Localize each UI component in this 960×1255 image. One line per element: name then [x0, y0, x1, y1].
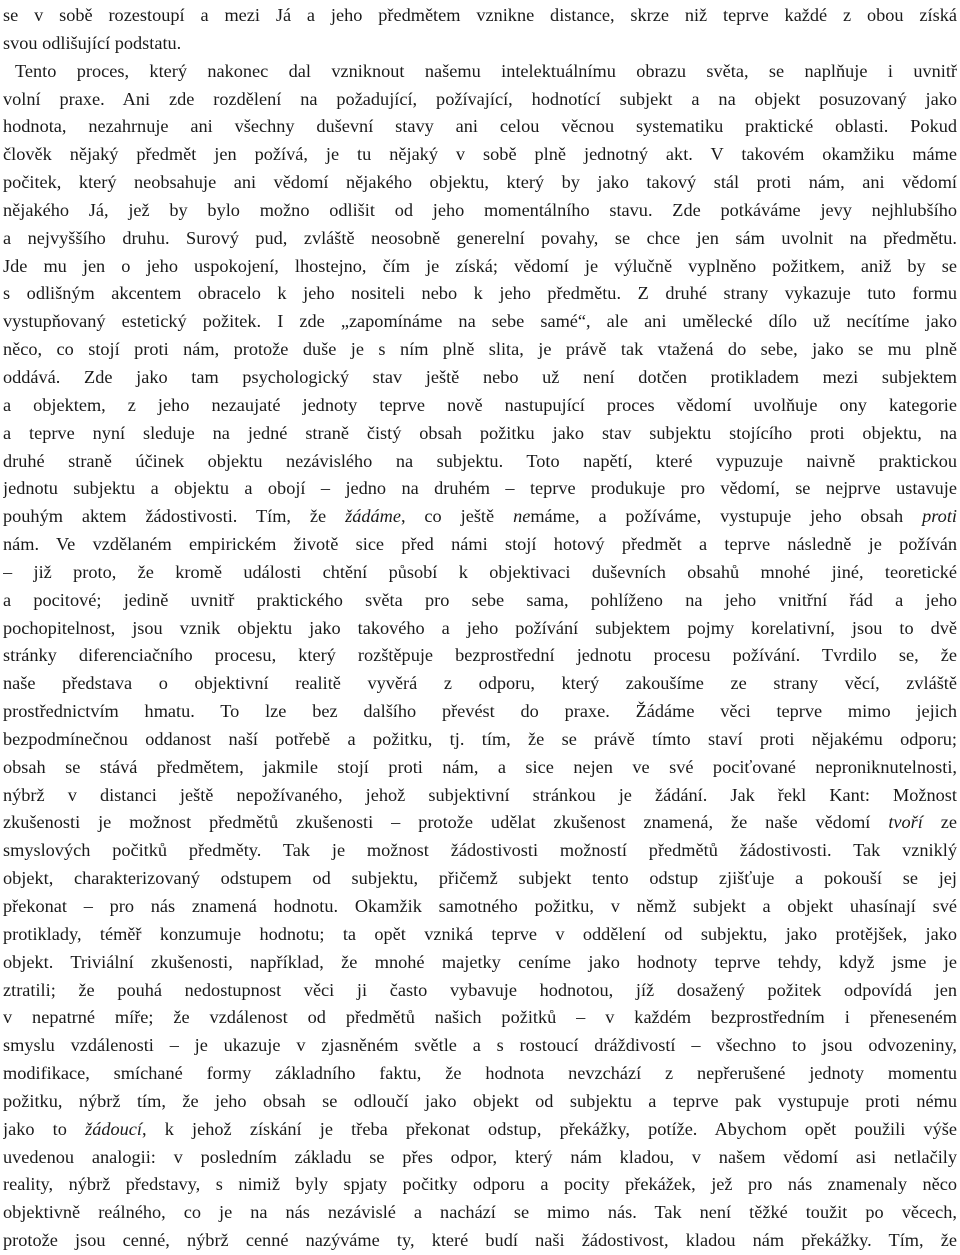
text-line: a teprve nyní sleduje na jedné straně čistý obsah požitku jako stav subjektu stojícího proti objektu, na	[3, 422, 957, 443]
text-line: požitku, nýbrž tím, že jeho obsah se odloučí jako objekt od subjektu a teprve pak vystupuje proti nému	[3, 1090, 957, 1111]
text-line: počitek, který neobsahuje ani vědomí nějakého objektu, který by jako takový stál proti nám, ani vědomí	[3, 172, 957, 193]
text-line: v nepatrné míře; že vzdálenost od předmětů našich požitků – v každém bezprostředním i přeneseném	[3, 1007, 957, 1028]
text-line: vystupňovaný estetický požitek. I zde „zapomínáme na sebe samé“, ale ani umělecké dílo už necítíme jako	[3, 311, 957, 332]
text-line: naše představa o objektivní realitě vyvěrá z odporu, který zakoušíme ze strany věcí, zvláště	[3, 673, 957, 694]
text-line: s odlišným akcentem obracelo k jeho nositeli nebo k jeho předmětu. Z druhé strany vykazuje tuto formu	[3, 283, 957, 304]
text-line: obsah se stává předmětem, jakmile stojí proti nám, a sice nejen ve své pociťované neproniknutelnosti,	[3, 756, 957, 777]
text-line: nám. Ve vzdělaném empirickém životě sice před námi stojí hotový předmět a teprve následně je požíván	[3, 534, 957, 555]
text-line: reality, nýbrž představy, s nimiž byly spjaty počitky odporu a pocity překážek, jež pro nás znamenaly něco	[3, 1174, 957, 1195]
text-line: svou odlišující podstatu.	[3, 32, 182, 53]
text-line: překonat – pro nás znamená hodnotu. Okamžik samotného požitku, v němž subjekt a objekt uhasínají své	[3, 896, 957, 916]
text-line: stránky diferenciačního procesu, který rozštěpuje bezprostřední jednotu procesu požívání. Tvrdilo se, že	[3, 645, 957, 666]
emphasis-text: tvoří	[888, 812, 923, 833]
text-line: zkušenosti je možnost předmětů zkušenosti – protože udělat zkušenost znamená, že naše vědomí tvoří ze	[3, 812, 957, 833]
text-line: Tento proces, který nakonec dal vzniknout našemu intelektuálnímu obrazu světa, se naplňuje i uvnitř	[15, 60, 957, 81]
text-line: smyslových počitků předměty. Tak je možnost žádostivosti možností předmětů žádostivosti. Tak vzniklý	[3, 840, 957, 861]
document-page	[3, 2, 957, 1255]
text-line: bezpodmínečnou oddanost naší potřebě a požitku, tj. tím, že se právě tímto staví proti nějakému odporu;	[3, 728, 957, 749]
text-line: pochopitelnost, jsou vznik objektu jako takového a jeho požívání subjektem pojmy korelativní, jsou to dvě	[3, 617, 957, 638]
emphasis-text: žádáme	[345, 506, 401, 527]
text-line: – již proto, že kromě události chtění působí k objektivaci duševních obsahů mnohé jiné, teoretické	[3, 561, 957, 582]
text-line: volní praxe. Ani zde rozdělení na požadující, požívající, hodnotící subjekt a na objekt posuzovaný jako	[3, 88, 957, 109]
emphasis-text: proti	[922, 506, 957, 527]
text-line: něco, co stojí proti nám, protože duše je s ním plně slita, je právě tak vtažená do sebe, jako se mu plně	[3, 339, 957, 360]
text-line: uvedenou analogii: v posledním základu se přes odpor, který nám kladou, v našem vědomí asi netlačily	[3, 1146, 957, 1167]
text-line: smyslu vzdálenosti – je ukazuje v zjasněném světle a s rostoucí dráždivostí – všechno to jsou odvozeniny,	[3, 1035, 957, 1056]
text-line: prostřednictvím hmatu. To lze bez dalšího převést do praxe. Žádáme věci teprve mimo jejich	[3, 701, 957, 722]
text-line: druhé straně účinek objektu nezávislého na subjektu. Toto napětí, které vypuzuje naivně praktickou	[3, 450, 957, 471]
text-line: a pocitové; jedině uvnitř praktického světa pro sebe sama, pohlíženo na jeho vnitřní řád a jeho	[3, 589, 957, 610]
text-line: ztratili; že pouhá nedostupnost věci ji často vybavuje hodnotou, jíž dosažený požitek odpovídá jen	[3, 979, 957, 1000]
text-line: nějakého Já, jež by bylo možno odlišit od jeho momentálního stavu. Zde potkáváme jevy nejhlubšího	[3, 199, 957, 220]
text-line: objekt, charakterizovaný odstupem od subjektu, přičemž subjekt tento odstup zjišťuje a pokouší se jej	[3, 868, 957, 889]
text-line: pouhým aktem žádostivosti. Tím, že žádáme, co ještě nemáme, a požíváme, vystupuje jeho obsah proti	[3, 506, 957, 527]
document-text	[3, 2, 957, 1255]
text-line: oddává. Zde jako tam psychologický stav ještě nebo už není dotčen protikladem mezi subjektem	[3, 366, 957, 387]
text-line: a objektem, z jeho nezaujaté jednoty teprve nově nastupující proces vědomí uvolňuje ony kategorie	[3, 394, 957, 415]
text-line: a nejvyššího druhu. Surový pud, zvláště neosobně generelní povahy, se chce jen sám uvolnit na předmětu.	[3, 227, 957, 248]
emphasis-text: ne	[513, 506, 531, 527]
emphasis-text: žádoucí	[85, 1118, 142, 1139]
text-line: protiklady, téměř konzumuje hodnotu; ta opět vzniká teprve v oddělení od subjektu, jako protějšek, jako	[3, 923, 957, 944]
text-line: člověk nějaký předmět jen požívá, je tu nějaký v sobě plně jednotný akt. V takovém okamžiku máme	[3, 144, 957, 165]
text-line: objektivně reálného, co je na nás nezávislé a nachází se mimo nás. Tak není těžké toužit po věcech,	[3, 1202, 957, 1223]
text-line: objekt. Triviální zkušenosti, například, že mnohé majetky ceníme jako hodnoty teprve tehdy, když jsme je	[3, 951, 957, 972]
text-line: nýbrž v distanci ještě nepožívaného, jehož subjektivní stránkou je žádání. Jak řekl Kant: Možnost	[3, 784, 957, 805]
text-line: modifikace, smíchané formy základního faktu, že hodnota nevzchází z nepřerušené jednoty momentu	[3, 1063, 957, 1084]
text-line: jako to žádoucí, k jehož získání je třeba překonat odstup, překážky, potíže. Abychom opět použili výše	[3, 1118, 957, 1139]
text-line: se v sobě rozestoupí a mezi Já a jeho předmětem vznikne distance, skrze niž teprve každé z obou získá	[3, 5, 957, 25]
text-line: protože jsou cenné, nýbrž cenné nazýváme ty, které budí naši žádostivost, kladou nám překážky. Tím, že	[3, 1230, 957, 1251]
text-line: jednotu subjektu a objektu a obojí – jedno na druhém – teprve produkuje pro vědomí, se nejprve ustavuje	[3, 478, 957, 499]
text-line: Jde mu jen o jeho uspokojení, lhostejno, čím je získá; vědomí je výlučně vyplněno požitkem, aniž by se	[3, 255, 957, 276]
text-line: hodnota, nezahrnuje ani všechny duševní stavy ani celou věcnou systematiku praktické oblasti. Pokud	[3, 116, 957, 137]
